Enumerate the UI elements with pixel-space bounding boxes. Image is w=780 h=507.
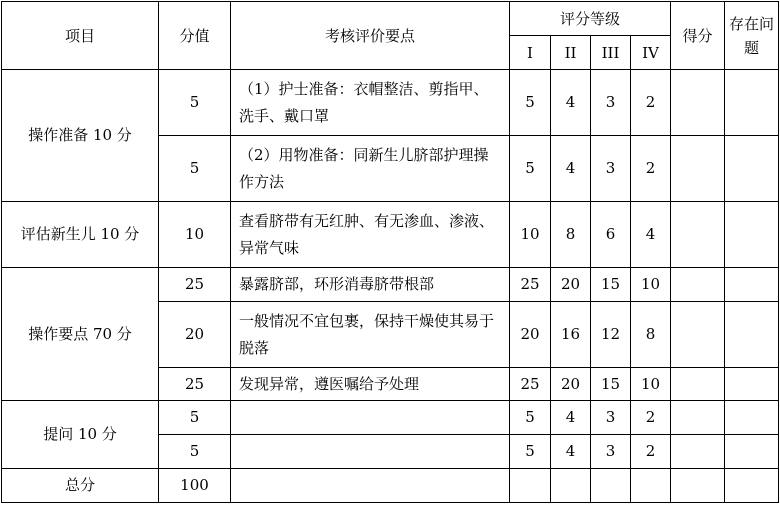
grade-cell: 3 bbox=[591, 70, 631, 136]
grade-cell: 6 bbox=[591, 202, 631, 268]
header-criteria: 考核评价要点 bbox=[231, 2, 510, 70]
grade-cell: 3 bbox=[591, 401, 631, 435]
grade-cell: 2 bbox=[631, 435, 671, 469]
obtained-cell bbox=[671, 136, 725, 202]
score-value: 5 bbox=[159, 401, 231, 435]
grade-cell: 10 bbox=[631, 268, 671, 302]
grade-cell bbox=[631, 469, 671, 503]
obtained-cell bbox=[671, 435, 725, 469]
score-value: 5 bbox=[159, 435, 231, 469]
grade-cell: 25 bbox=[510, 368, 551, 401]
header-obtained: 得分 bbox=[671, 2, 725, 70]
obtained-cell bbox=[671, 268, 725, 302]
grade-cell: 5 bbox=[510, 70, 551, 136]
score-value: 25 bbox=[159, 368, 231, 401]
grade-cell: 5 bbox=[510, 136, 551, 202]
grade-cell: 10 bbox=[631, 368, 671, 401]
total-value: 100 bbox=[159, 469, 231, 503]
table-row bbox=[2, 202, 779, 268]
grade-cell: 4 bbox=[551, 70, 591, 136]
section-name: 操作准备 10 分 bbox=[2, 70, 159, 202]
score-value: 25 bbox=[159, 268, 231, 302]
header-issues: 存在问题 bbox=[725, 2, 779, 70]
grade-cell: 15 bbox=[591, 268, 631, 302]
grade-cell: 25 bbox=[510, 268, 551, 302]
grade-cell: 3 bbox=[591, 136, 631, 202]
header-grade-level: I bbox=[510, 36, 551, 70]
criteria-text: （1）护士准备：衣帽整洁、剪指甲、洗手、戴口罩 bbox=[231, 70, 510, 136]
score-value: 10 bbox=[159, 202, 231, 268]
criteria-text: 暴露脐部，环形消毒脐带根部 bbox=[231, 268, 510, 302]
obtained-cell bbox=[671, 401, 725, 435]
header-grade-level: IV bbox=[631, 36, 671, 70]
criteria-text: 发现异常，遵医嘱给予处理 bbox=[231, 368, 510, 401]
grade-cell: 20 bbox=[551, 268, 591, 302]
grade-cell: 16 bbox=[551, 302, 591, 368]
grade-cell: 20 bbox=[510, 302, 551, 368]
grade-cell: 8 bbox=[551, 202, 591, 268]
obtained-cell bbox=[671, 469, 725, 503]
total-label: 总分 bbox=[2, 469, 159, 503]
grade-cell bbox=[510, 469, 551, 503]
grade-cell: 4 bbox=[631, 202, 671, 268]
header-item: 项目 bbox=[2, 2, 159, 70]
table-row bbox=[2, 70, 779, 136]
score-value: 5 bbox=[159, 70, 231, 136]
issues-cell bbox=[725, 136, 779, 202]
header-grade: 评分等级 bbox=[510, 2, 671, 36]
issues-cell bbox=[725, 401, 779, 435]
issues-cell bbox=[725, 70, 779, 136]
criteria-text bbox=[231, 435, 510, 469]
criteria-text: 一般情况不宜包裹，保持干燥使其易于脱落 bbox=[231, 302, 510, 368]
criteria-text bbox=[231, 401, 510, 435]
score-value: 20 bbox=[159, 302, 231, 368]
grade-cell: 4 bbox=[551, 401, 591, 435]
grade-cell: 12 bbox=[591, 302, 631, 368]
criteria-text bbox=[231, 469, 510, 503]
header-grade-level: II bbox=[551, 36, 591, 70]
score-value: 5 bbox=[159, 136, 231, 202]
grade-cell: 3 bbox=[591, 435, 631, 469]
obtained-cell bbox=[671, 202, 725, 268]
issues-cell bbox=[725, 268, 779, 302]
table-row bbox=[2, 401, 779, 435]
grade-cell: 4 bbox=[551, 136, 591, 202]
header-grade-level: III bbox=[591, 36, 631, 70]
total-row bbox=[2, 469, 779, 503]
issues-cell bbox=[725, 368, 779, 401]
grade-cell: 10 bbox=[510, 202, 551, 268]
grade-cell: 8 bbox=[631, 302, 671, 368]
table-row bbox=[2, 268, 779, 302]
header-score-value: 分值 bbox=[159, 2, 231, 70]
criteria-text: 查看脐带有无红肿、有无渗血、渗液、异常气味 bbox=[231, 202, 510, 268]
grade-cell: 5 bbox=[510, 401, 551, 435]
obtained-cell bbox=[671, 70, 725, 136]
section-name: 操作要点 70 分 bbox=[2, 268, 159, 401]
grade-cell: 2 bbox=[631, 70, 671, 136]
issues-cell bbox=[725, 469, 779, 503]
grade-cell: 2 bbox=[631, 401, 671, 435]
grade-cell: 2 bbox=[631, 136, 671, 202]
assessment-table bbox=[1, 1, 779, 503]
grade-cell: 15 bbox=[591, 368, 631, 401]
section-name: 评估新生儿 10 分 bbox=[2, 202, 159, 268]
section-name: 提问 10 分 bbox=[2, 401, 159, 469]
grade-cell: 4 bbox=[551, 435, 591, 469]
grade-cell: 5 bbox=[510, 435, 551, 469]
issues-cell bbox=[725, 302, 779, 368]
criteria-text: （2）用物准备：同新生儿脐部护理操作方法 bbox=[231, 136, 510, 202]
grade-cell bbox=[591, 469, 631, 503]
issues-cell bbox=[725, 435, 779, 469]
grade-cell bbox=[551, 469, 591, 503]
issues-cell bbox=[725, 202, 779, 268]
obtained-cell bbox=[671, 302, 725, 368]
grade-cell: 20 bbox=[551, 368, 591, 401]
obtained-cell bbox=[671, 368, 725, 401]
